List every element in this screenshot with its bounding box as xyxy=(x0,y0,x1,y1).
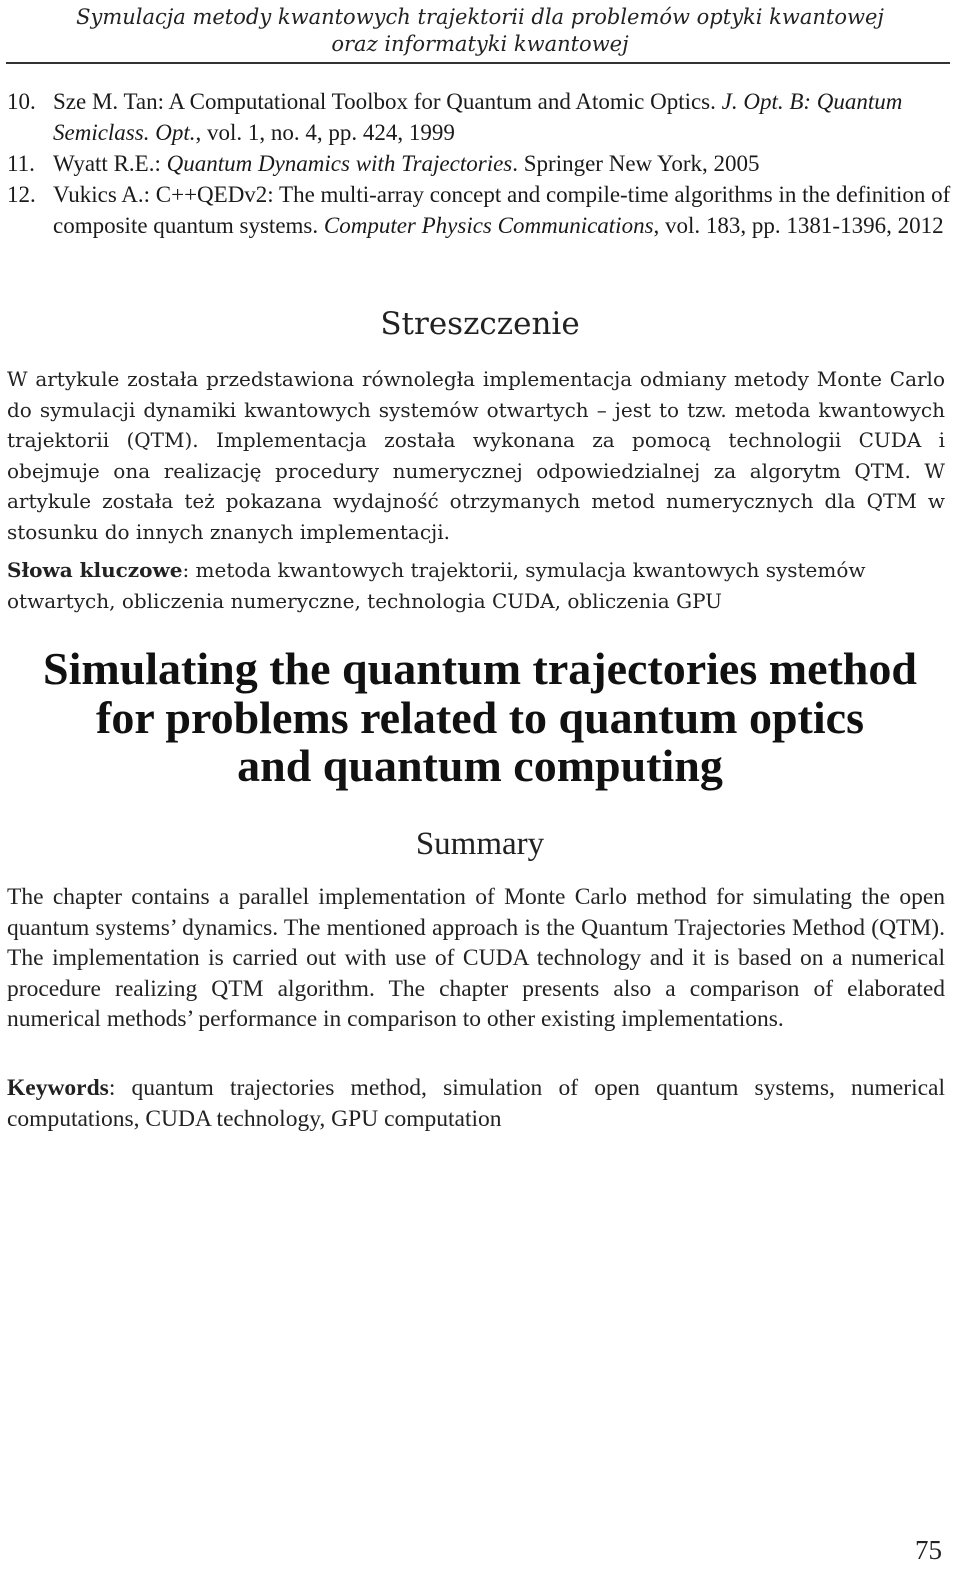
reference-text-part: . Springer New York, 2005 xyxy=(512,151,760,176)
polish-summary-heading: Streszczenie xyxy=(380,306,580,342)
reference-item xyxy=(7,179,952,241)
polish-keywords-label: Słowa kluczowe xyxy=(7,558,183,582)
page-number: 75 xyxy=(915,1535,942,1565)
reference-text-part: , vol. 1, no. 4, pp. 424, 1999 xyxy=(195,120,455,145)
reference-source: Quantum Dynamics with Trajectories xyxy=(166,151,513,176)
polish-keywords xyxy=(7,555,945,616)
reference-text-part: Sze M. Tan: A Computational Toolbox for Quantum and Atomic Optics. xyxy=(53,89,722,114)
reference-text xyxy=(53,148,952,179)
reference-item xyxy=(7,148,952,179)
reference-text xyxy=(53,86,952,148)
english-abstract: The chapter contains a parallel implementation of Monte Carlo method for simulating the open quantum systems’ dynamics. The mentioned approach is the Quantum Trajectories Method (QTM). The implementation is carried out with use of CUDA technology and it is based on a numerical procedure realizing QTM algorithm. The chapter presents also a comparison of elaborated numerical methods’ performance in comparison to other existing implementations. xyxy=(7,884,945,1033)
english-summary-heading: Summary xyxy=(415,826,545,862)
english-keywords-label: Keywords xyxy=(7,1075,109,1101)
polish-abstract: W artykule została przedstawiona równoległa implementacja odmiany metody Monte Carlo do symulacji dynamiki kwantowych systemów otwartych – jest to tzw. metoda kwantowych trajektorii (QTM). Implementacja została wykonana za pomocą technologii CUDA i obejmuje ona realizację procedury numerycznej odpowiedzialnej za algorytm QTM. W artykule została też pokazana wydajność otrzymanych metod numerycznych dla QTM w stosunku do innych znanych implementacji. xyxy=(7,367,945,544)
reference-text xyxy=(53,179,952,241)
reference-item xyxy=(7,86,952,148)
running-header xyxy=(0,4,960,58)
reference-number: 11. xyxy=(7,151,35,176)
english-keywords xyxy=(7,1073,945,1134)
english-keywords-text: : quantum trajectories method, simulation of open quantum systems, numerical computations, CUDA technology, GPU computation xyxy=(7,1075,945,1132)
reference-text-part: Vukics A.: C++QEDv2: The multi-array concept and compile-time algorithms in the definition of composite quantum systems. xyxy=(53,182,951,238)
english-title-line-2: for problems related to quantum optics xyxy=(96,691,864,743)
polish-keywords-text: : metoda kwantowych trajektorii, symulacja kwantowych systemów otwartych, obliczenia numeryczne, technologia CUDA, obliczenia GPU xyxy=(7,558,866,613)
english-title xyxy=(0,645,960,791)
reference-number: 12. xyxy=(7,182,36,207)
running-header-line-1: Symulacja metody kwantowych trajektorii dla problemów optyki kwantowej xyxy=(76,5,884,29)
reference-text-part: , vol. 183, pp. 1381-1396, 2012 xyxy=(653,213,944,238)
running-header-line-2: oraz informatyki kwantowej xyxy=(331,32,629,56)
reference-source: J. Opt. B: Quantum Semiclass. Opt. xyxy=(53,89,903,145)
reference-list xyxy=(7,86,952,241)
header-rule xyxy=(6,62,950,64)
english-title-line-3: and quantum computing xyxy=(237,740,723,791)
reference-source: Computer Physics Communications xyxy=(323,213,654,238)
english-title-line-1: Simulating the quantum trajectories method xyxy=(43,643,917,694)
reference-text-part: Wyatt R.E.: xyxy=(53,151,167,176)
reference-number: 10. xyxy=(7,89,36,114)
